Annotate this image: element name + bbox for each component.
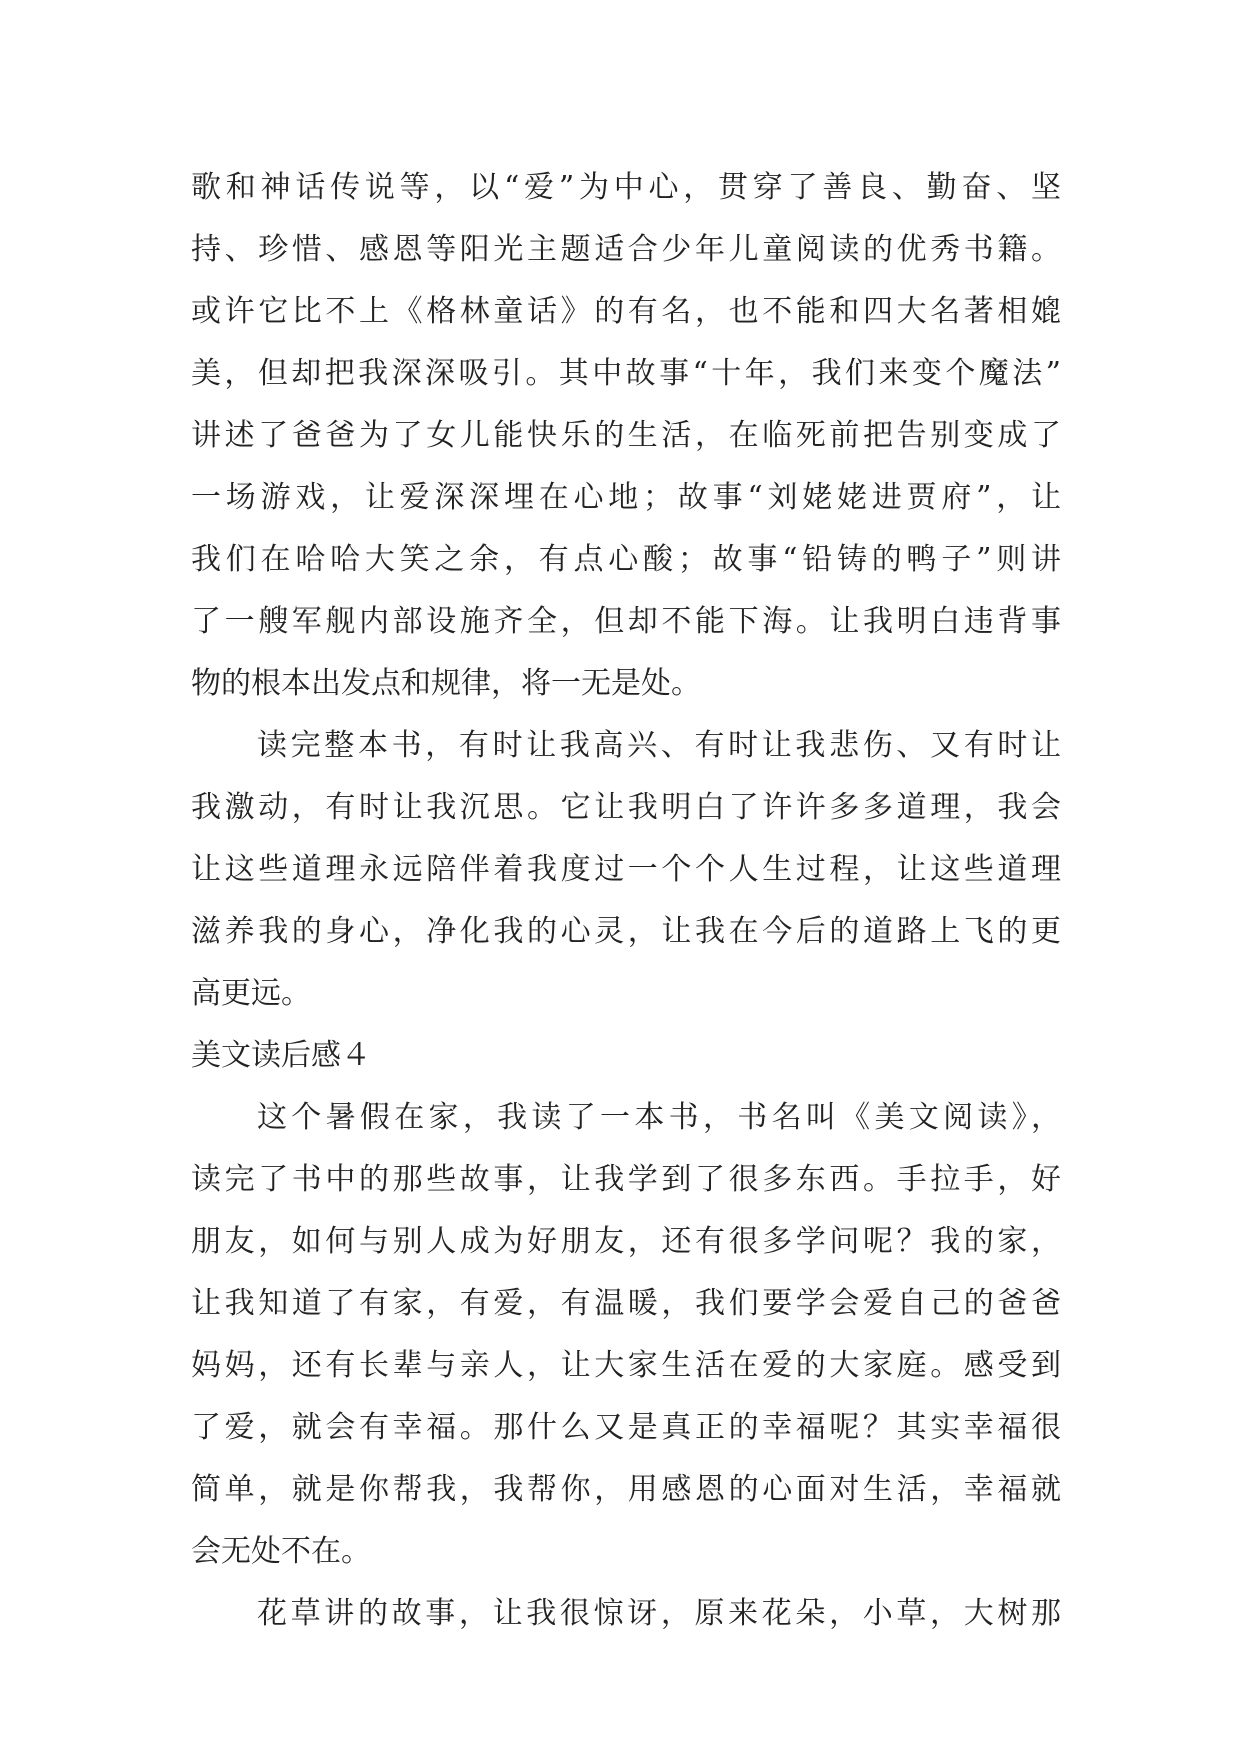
section-heading: 美文读后感４ bbox=[191, 1038, 371, 1073]
text-line: 了一艘军舰内部设施齐全，但却不能下海。让我明白违背事 bbox=[191, 604, 1061, 639]
text-line: 让这些道理永远陪伴着我度过一个个人生过程，让这些道理 bbox=[191, 852, 1061, 887]
paragraph-end-line: 高更远。 bbox=[191, 976, 311, 1011]
text-line: 美，但却把我深深吸引。其中故事“十年，我们来变个魔法” bbox=[191, 356, 1061, 391]
text-line: 读完了书中的那些故事，让我学到了很多东西。手拉手，好 bbox=[191, 1162, 1061, 1197]
paragraph-start-line: 花草讲的故事，让我很惊讶，原来花朵，小草，大树那 bbox=[257, 1596, 1061, 1631]
text-line: 持、珍惜、感恩等阳光主题适合少年儿童阅读的优秀书籍。 bbox=[191, 232, 1061, 267]
text-line: 一场游戏，让爱深深埋在心地；故事“刘姥姥进贾府”，让 bbox=[191, 480, 1061, 515]
body-text bbox=[191, 157, 1061, 1645]
paragraph-end-line: 物的根本出发点和规律，将一无是处。 bbox=[191, 666, 701, 701]
text-line: 我们在哈哈大笑之余，有点心酸；故事“铅铸的鸭子”则讲 bbox=[191, 542, 1061, 577]
text-line: 我激动，有时让我沉思。它让我明白了许许多多道理，我会 bbox=[191, 790, 1061, 825]
text-line: 滋养我的身心，净化我的心灵，让我在今后的道路上飞的更 bbox=[191, 914, 1061, 949]
text-line: 让我知道了有家，有爱，有温暖，我们要学会爱自己的爸爸 bbox=[191, 1286, 1061, 1321]
text-line: 了爱，就会有幸福。那什么又是真正的幸福呢？其实幸福很 bbox=[191, 1410, 1061, 1445]
text-line: 妈妈，还有长辈与亲人，让大家生活在爱的大家庭。感受到 bbox=[191, 1348, 1061, 1383]
paragraph-end-line: 会无处不在。 bbox=[191, 1534, 371, 1569]
text-line: 或许它比不上《格林童话》的有名，也不能和四大名著相媲 bbox=[191, 294, 1061, 329]
text-line: 朋友，如何与别人成为好朋友，还有很多学问呢？我的家， bbox=[191, 1224, 1061, 1259]
paragraph-start-line: 读完整本书，有时让我高兴、有时让我悲伤、又有时让 bbox=[257, 728, 1061, 763]
text-line: 讲述了爸爸为了女儿能快乐的生活，在临死前把告别变成了 bbox=[191, 418, 1061, 453]
text-line: 歌和神话传说等，以“爱”为中心，贯穿了善良、勤奋、坚 bbox=[191, 170, 1061, 205]
paragraph-start-line: 这个暑假在家，我读了一本书，书名叫《美文阅读》， bbox=[257, 1100, 1061, 1135]
text-line: 简单，就是你帮我，我帮你，用感恩的心面对生活，幸福就 bbox=[191, 1472, 1061, 1507]
